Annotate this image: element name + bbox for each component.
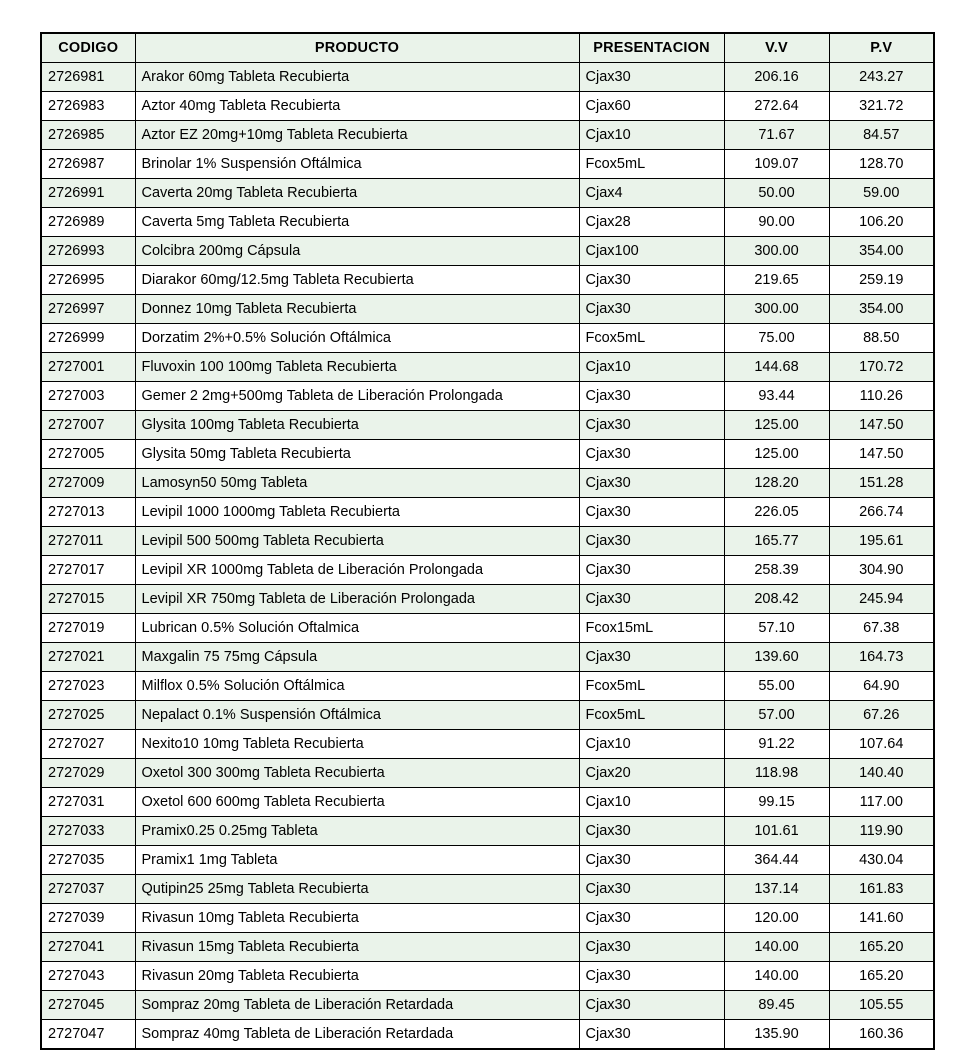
cell-pv: 354.00 — [829, 237, 934, 266]
cell-producto: Qutipin25 25mg Tableta Recubierta — [135, 875, 579, 904]
cell-pv: 64.90 — [829, 672, 934, 701]
cell-presentacion: Cjax30 — [579, 527, 724, 556]
cell-producto: Diarakor 60mg/12.5mg Tableta Recubierta — [135, 266, 579, 295]
cell-vv: 101.61 — [724, 817, 829, 846]
cell-codigo: 2727047 — [41, 1020, 135, 1050]
cell-presentacion: Cjax30 — [579, 556, 724, 585]
cell-codigo: 2727029 — [41, 759, 135, 788]
table-row — [41, 121, 934, 150]
cell-producto: Dorzatim 2%+0.5% Solución Oftálmica — [135, 324, 579, 353]
cell-codigo: 2727003 — [41, 382, 135, 411]
cell-codigo: 2727017 — [41, 556, 135, 585]
cell-producto: Brinolar 1% Suspensión Oftálmica — [135, 150, 579, 179]
cell-pv: 128.70 — [829, 150, 934, 179]
cell-producto: Gemer 2 2mg+500mg Tableta de Liberación Prolongada — [135, 382, 579, 411]
table-row — [41, 788, 934, 817]
cell-presentacion: Cjax30 — [579, 991, 724, 1020]
cell-producto: Levipil XR 750mg Tableta de Liberación Prolongada — [135, 585, 579, 614]
table-row — [41, 527, 934, 556]
cell-producto: Glysita 100mg Tableta Recubierta — [135, 411, 579, 440]
cell-codigo: 2726995 — [41, 266, 135, 295]
cell-pv: 161.83 — [829, 875, 934, 904]
cell-codigo: 2727021 — [41, 643, 135, 672]
cell-producto: Maxgalin 75 75mg Cápsula — [135, 643, 579, 672]
column-header-vv: V.V — [724, 33, 829, 63]
table-row — [41, 672, 934, 701]
table-row — [41, 643, 934, 672]
cell-vv: 258.39 — [724, 556, 829, 585]
cell-presentacion: Cjax30 — [579, 440, 724, 469]
cell-vv: 139.60 — [724, 643, 829, 672]
cell-codigo: 2727041 — [41, 933, 135, 962]
table-row — [41, 904, 934, 933]
table-row — [41, 63, 934, 92]
table-row — [41, 92, 934, 121]
cell-vv: 140.00 — [724, 933, 829, 962]
cell-producto: Glysita 50mg Tableta Recubierta — [135, 440, 579, 469]
cell-producto: Aztor EZ 20mg+10mg Tableta Recubierta — [135, 121, 579, 150]
price-list-sheet — [40, 32, 933, 1050]
cell-presentacion: Cjax4 — [579, 179, 724, 208]
cell-codigo: 2727039 — [41, 904, 135, 933]
cell-pv: 105.55 — [829, 991, 934, 1020]
cell-vv: 109.07 — [724, 150, 829, 179]
cell-pv: 165.20 — [829, 933, 934, 962]
cell-pv: 243.27 — [829, 63, 934, 92]
cell-presentacion: Cjax10 — [579, 121, 724, 150]
table-row — [41, 208, 934, 237]
cell-vv: 128.20 — [724, 469, 829, 498]
table-row — [41, 179, 934, 208]
cell-presentacion: Cjax30 — [579, 382, 724, 411]
table-row — [41, 469, 934, 498]
cell-pv: 430.04 — [829, 846, 934, 875]
cell-pv: 195.61 — [829, 527, 934, 556]
cell-presentacion: Cjax30 — [579, 904, 724, 933]
cell-producto: Milflox 0.5% Solución Oftálmica — [135, 672, 579, 701]
cell-codigo: 2726989 — [41, 208, 135, 237]
cell-presentacion: Fcox5mL — [579, 324, 724, 353]
cell-codigo: 2726987 — [41, 150, 135, 179]
cell-vv: 219.65 — [724, 266, 829, 295]
cell-presentacion: Cjax10 — [579, 788, 724, 817]
cell-vv: 135.90 — [724, 1020, 829, 1050]
cell-producto: Nexito10 10mg Tableta Recubierta — [135, 730, 579, 759]
cell-producto: Sompraz 20mg Tableta de Liberación Retardada — [135, 991, 579, 1020]
cell-producto: Levipil 500 500mg Tableta Recubierta — [135, 527, 579, 556]
table-row — [41, 353, 934, 382]
cell-pv: 141.60 — [829, 904, 934, 933]
cell-pv: 119.90 — [829, 817, 934, 846]
cell-codigo: 2726985 — [41, 121, 135, 150]
cell-vv: 137.14 — [724, 875, 829, 904]
cell-presentacion: Cjax30 — [579, 63, 724, 92]
cell-codigo: 2727011 — [41, 527, 135, 556]
cell-presentacion: Cjax30 — [579, 411, 724, 440]
cell-pv: 170.72 — [829, 353, 934, 382]
cell-producto: Rivasun 10mg Tableta Recubierta — [135, 904, 579, 933]
cell-presentacion: Cjax30 — [579, 933, 724, 962]
table-row — [41, 614, 934, 643]
table-row — [41, 411, 934, 440]
column-header-pv: P.V — [829, 33, 934, 63]
cell-codigo: 2726993 — [41, 237, 135, 266]
cell-codigo: 2726981 — [41, 63, 135, 92]
cell-pv: 165.20 — [829, 962, 934, 991]
table-row — [41, 498, 934, 527]
cell-vv: 120.00 — [724, 904, 829, 933]
cell-producto: Rivasun 15mg Tableta Recubierta — [135, 933, 579, 962]
column-header-producto: PRODUCTO — [135, 33, 579, 63]
cell-pv: 160.36 — [829, 1020, 934, 1050]
cell-pv: 84.57 — [829, 121, 934, 150]
table-row — [41, 237, 934, 266]
cell-producto: Oxetol 600 600mg Tableta Recubierta — [135, 788, 579, 817]
cell-codigo: 2727025 — [41, 701, 135, 730]
cell-vv: 300.00 — [724, 295, 829, 324]
cell-pv: 110.26 — [829, 382, 934, 411]
table-row — [41, 266, 934, 295]
cell-producto: Nepalact 0.1% Suspensión Oftálmica — [135, 701, 579, 730]
table-row — [41, 585, 934, 614]
table-row — [41, 150, 934, 179]
cell-producto: Levipil 1000 1000mg Tableta Recubierta — [135, 498, 579, 527]
cell-presentacion: Fcox15mL — [579, 614, 724, 643]
cell-vv: 165.77 — [724, 527, 829, 556]
cell-producto: Colcibra 200mg Cápsula — [135, 237, 579, 266]
cell-vv: 75.00 — [724, 324, 829, 353]
price-table — [40, 32, 935, 1050]
cell-pv: 151.28 — [829, 469, 934, 498]
table-row — [41, 759, 934, 788]
cell-vv: 208.42 — [724, 585, 829, 614]
cell-producto: Rivasun 20mg Tableta Recubierta — [135, 962, 579, 991]
cell-codigo: 2726999 — [41, 324, 135, 353]
cell-vv: 118.98 — [724, 759, 829, 788]
cell-vv: 93.44 — [724, 382, 829, 411]
cell-producto: Caverta 5mg Tableta Recubierta — [135, 208, 579, 237]
cell-pv: 59.00 — [829, 179, 934, 208]
cell-codigo: 2726991 — [41, 179, 135, 208]
cell-presentacion: Cjax100 — [579, 237, 724, 266]
table-header-row — [41, 33, 934, 63]
cell-pv: 106.20 — [829, 208, 934, 237]
cell-codigo: 2727023 — [41, 672, 135, 701]
table-row — [41, 817, 934, 846]
cell-presentacion: Fcox5mL — [579, 701, 724, 730]
cell-vv: 91.22 — [724, 730, 829, 759]
cell-producto: Oxetol 300 300mg Tableta Recubierta — [135, 759, 579, 788]
cell-producto: Caverta 20mg Tableta Recubierta — [135, 179, 579, 208]
table-row — [41, 846, 934, 875]
cell-pv: 107.64 — [829, 730, 934, 759]
cell-vv: 89.45 — [724, 991, 829, 1020]
cell-codigo: 2727035 — [41, 846, 135, 875]
table-row — [41, 875, 934, 904]
column-header-codigo: CODIGO — [41, 33, 135, 63]
table-row — [41, 295, 934, 324]
cell-vv: 71.67 — [724, 121, 829, 150]
cell-pv: 147.50 — [829, 440, 934, 469]
cell-vv: 206.16 — [724, 63, 829, 92]
cell-codigo: 2727037 — [41, 875, 135, 904]
cell-presentacion: Cjax10 — [579, 730, 724, 759]
cell-presentacion: Cjax30 — [579, 585, 724, 614]
table-body — [41, 63, 934, 1050]
cell-presentacion: Cjax28 — [579, 208, 724, 237]
cell-presentacion: Fcox5mL — [579, 672, 724, 701]
cell-presentacion: Cjax60 — [579, 92, 724, 121]
cell-producto: Lubrican 0.5% Solución Oftalmica — [135, 614, 579, 643]
table-row — [41, 701, 934, 730]
cell-codigo: 2727027 — [41, 730, 135, 759]
cell-codigo: 2727019 — [41, 614, 135, 643]
cell-presentacion: Cjax30 — [579, 817, 724, 846]
cell-producto: Donnez 10mg Tableta Recubierta — [135, 295, 579, 324]
table-row — [41, 991, 934, 1020]
cell-presentacion: Cjax10 — [579, 353, 724, 382]
cell-vv: 300.00 — [724, 237, 829, 266]
cell-vv: 55.00 — [724, 672, 829, 701]
cell-vv: 125.00 — [724, 440, 829, 469]
cell-presentacion: Cjax30 — [579, 295, 724, 324]
table-row — [41, 382, 934, 411]
cell-presentacion: Cjax30 — [579, 846, 724, 875]
cell-codigo: 2726997 — [41, 295, 135, 324]
cell-codigo: 2727031 — [41, 788, 135, 817]
cell-producto: Arakor 60mg Tableta Recubierta — [135, 63, 579, 92]
table-row — [41, 962, 934, 991]
cell-producto: Aztor 40mg Tableta Recubierta — [135, 92, 579, 121]
cell-vv: 272.64 — [724, 92, 829, 121]
cell-pv: 245.94 — [829, 585, 934, 614]
table-row — [41, 556, 934, 585]
cell-codigo: 2727045 — [41, 991, 135, 1020]
cell-presentacion: Cjax30 — [579, 469, 724, 498]
cell-vv: 226.05 — [724, 498, 829, 527]
cell-pv: 266.74 — [829, 498, 934, 527]
cell-producto: Levipil XR 1000mg Tableta de Liberación Prolongada — [135, 556, 579, 585]
cell-vv: 140.00 — [724, 962, 829, 991]
cell-vv: 90.00 — [724, 208, 829, 237]
cell-presentacion: Cjax30 — [579, 875, 724, 904]
cell-pv: 164.73 — [829, 643, 934, 672]
table-row — [41, 933, 934, 962]
cell-pv: 140.40 — [829, 759, 934, 788]
cell-codigo: 2727043 — [41, 962, 135, 991]
cell-codigo: 2727001 — [41, 353, 135, 382]
cell-pv: 259.19 — [829, 266, 934, 295]
cell-codigo: 2727013 — [41, 498, 135, 527]
cell-producto: Pramix1 1mg Tableta — [135, 846, 579, 875]
table-row — [41, 730, 934, 759]
cell-vv: 125.00 — [724, 411, 829, 440]
cell-vv: 57.10 — [724, 614, 829, 643]
cell-codigo: 2726983 — [41, 92, 135, 121]
cell-presentacion: Cjax30 — [579, 266, 724, 295]
cell-codigo: 2727033 — [41, 817, 135, 846]
cell-pv: 321.72 — [829, 92, 934, 121]
cell-producto: Fluvoxin 100 100mg Tableta Recubierta — [135, 353, 579, 382]
column-header-presentacion: PRESENTACION — [579, 33, 724, 63]
table-row — [41, 440, 934, 469]
cell-pv: 67.26 — [829, 701, 934, 730]
cell-presentacion: Cjax20 — [579, 759, 724, 788]
cell-codigo: 2727009 — [41, 469, 135, 498]
cell-presentacion: Cjax30 — [579, 643, 724, 672]
cell-pv: 117.00 — [829, 788, 934, 817]
cell-presentacion: Cjax30 — [579, 962, 724, 991]
cell-vv: 57.00 — [724, 701, 829, 730]
cell-presentacion: Cjax30 — [579, 1020, 724, 1050]
cell-producto: Lamosyn50 50mg Tableta — [135, 469, 579, 498]
cell-vv: 50.00 — [724, 179, 829, 208]
cell-pv: 88.50 — [829, 324, 934, 353]
cell-presentacion: Cjax30 — [579, 498, 724, 527]
cell-pv: 147.50 — [829, 411, 934, 440]
cell-pv: 67.38 — [829, 614, 934, 643]
cell-presentacion: Fcox5mL — [579, 150, 724, 179]
cell-vv: 144.68 — [724, 353, 829, 382]
cell-vv: 364.44 — [724, 846, 829, 875]
table-row — [41, 324, 934, 353]
cell-codigo: 2727015 — [41, 585, 135, 614]
cell-producto: Sompraz 40mg Tableta de Liberación Retardada — [135, 1020, 579, 1050]
cell-producto: Pramix0.25 0.25mg Tableta — [135, 817, 579, 846]
cell-vv: 99.15 — [724, 788, 829, 817]
table-header — [41, 33, 934, 63]
cell-pv: 354.00 — [829, 295, 934, 324]
cell-codigo: 2727007 — [41, 411, 135, 440]
cell-pv: 304.90 — [829, 556, 934, 585]
cell-codigo: 2727005 — [41, 440, 135, 469]
